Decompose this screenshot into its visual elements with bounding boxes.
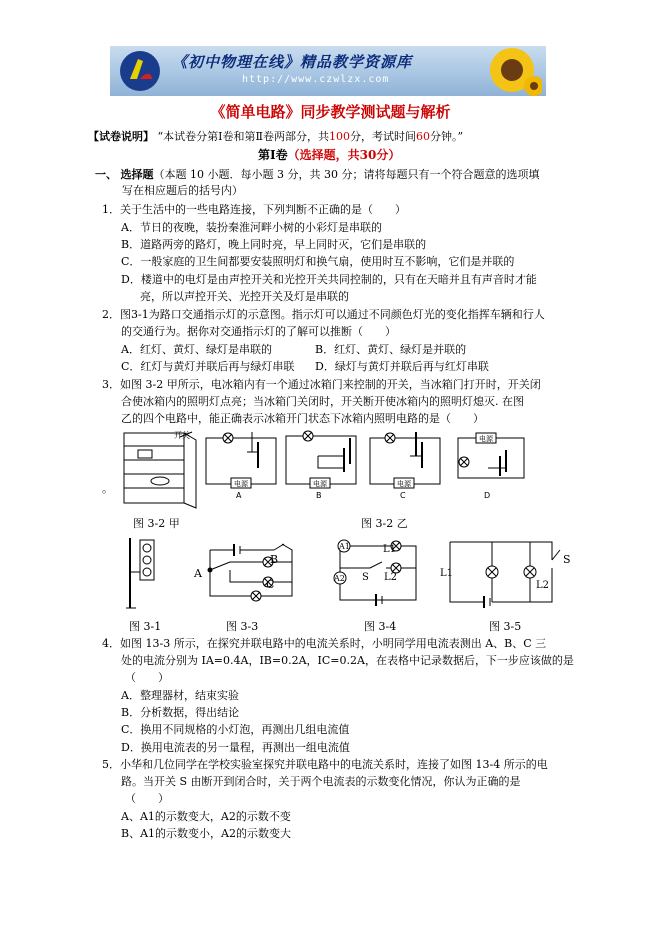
page-title: 《简单电路》同步教学测试题与解析 (210, 103, 451, 121)
fig34-label-a2: A2 (334, 574, 345, 583)
fig33-label-a: A (194, 567, 202, 580)
caption-3-1: 图 3-1 (129, 620, 162, 633)
fig34-label-l1: L1 (383, 544, 397, 555)
section-desc-2: 写在相应题后的括号内） (122, 184, 243, 197)
figure-3-3 (192, 532, 302, 612)
option-label-a: A (236, 491, 242, 500)
fig34-label-s: S (362, 572, 369, 583)
green-light-icon (143, 568, 151, 576)
exam-note (88, 129, 463, 144)
q3-dot: 。 (102, 482, 113, 495)
q2-stem-2: 的交通行为。据你对交通指示灯的了解可以推断（ ） (121, 325, 396, 338)
fig34-label-l2: L2 (384, 572, 398, 583)
exam-time: 60 (415, 130, 430, 143)
q2-option-b: B．红灯、黄灯、绿灯是并联的 (315, 343, 467, 356)
option-label-b: B (316, 491, 322, 500)
part-paren: （选择题，共30分） (287, 148, 401, 162)
part-label: 第Ⅰ卷 (258, 148, 288, 162)
figure-3-1-traffic-light (122, 532, 162, 612)
q5-option-a: A、A1的示数变大，A2的示数不变 (121, 810, 291, 823)
q2-option-c: C．红灯与黄灯并联后再与绿灯串联 (121, 360, 295, 373)
q1-option-d-1: D．楼道中的电灯是由声控开关和光控开关共同控制的，只有在天暗并且有声音时才能 (121, 273, 537, 286)
banner-title: 《初中物理在线》精品教学资源库 (172, 53, 413, 71)
caption-3-2-b: 图 3-2 乙 (361, 517, 408, 530)
q2-option-d: D．绿灯与黄灯并联后再与红灯串联 (315, 360, 489, 373)
q4-option-d: D．换用电流表的另一量程，再测出一组电流值 (121, 741, 350, 754)
fig34-label-a1: A1 (339, 542, 350, 551)
q4-option-a: A．整理器材，结束实验 (121, 689, 239, 702)
q3-stem-1: 3．如图 3-2 甲所示，电冰箱内有一个通过冰箱门来控制的开关，当冰箱门打开时，开关闭 (102, 378, 541, 391)
figure-3-5 (440, 532, 570, 614)
fridge-diagram (124, 432, 196, 508)
part-heading (258, 148, 400, 163)
q4-stem-1: 4．如图 13-3 所示，在探究并联电路中的电流关系时，小明同学用电流表测出 A、B、C 三 (102, 637, 547, 650)
q1-stem: 1．关于生活中的一些电路连接，下列判断不正确的是（ ） (102, 203, 406, 216)
q5-option-b: B、A1的示数变小，A2的示数变大 (121, 827, 291, 840)
q2-option-a: A．红灯、黄灯、绿灯是串联的 (121, 343, 272, 356)
site-logo-icon (118, 49, 162, 93)
yellow-light-icon (143, 556, 151, 564)
section-heading (95, 167, 539, 182)
fig33-label-b: B (270, 553, 279, 566)
q4-stem-2: 处的电流分别为 IA=0.4A，IB=0.2A，IC=0.2A，在表格中记录数据后，下一步应该做的是 (121, 654, 574, 667)
caption-3-5: 图 3-5 (489, 620, 522, 633)
q5-stem-1: 5．小华和几位同学在学校实验室探究并联电路中的电流关系时，连接了如图 13-4 所示的电 (102, 758, 548, 771)
header-banner (110, 46, 546, 96)
section-name: 选择题 (120, 168, 154, 181)
fig35-label-l1: L1 (440, 568, 454, 579)
sunflower-icon (472, 46, 542, 96)
red-light-icon (143, 544, 151, 552)
fig33-label-c: C (266, 578, 275, 591)
q1-option-b: B．道路两旁的路灯，晚上同时亮，早上同时灭，它们是串联的 (121, 238, 427, 251)
power-label-b: 电源 (313, 480, 327, 488)
option-label-d: D (484, 491, 491, 500)
q5-stem-2: 路。当开关 S 由断开到闭合时，关于两个电流表的示数变化情况，你认为正确的是 (121, 775, 521, 788)
q5-stem-3: （ ） (125, 792, 169, 805)
exam-score: 100 (328, 130, 350, 143)
q3-stem-2: 合使冰箱内的照明灯点亮；当冰箱门关闭时，开关断开使冰箱内的照明灯熄灭. 在图 (121, 395, 524, 408)
exam-note-label: 【试卷说明】 (88, 130, 154, 143)
power-label-a: 电源 (234, 480, 248, 488)
power-label-c: 电源 (397, 480, 411, 488)
fig35-label-s: S (563, 553, 571, 566)
banner-url: http://www.czwlzx.com (242, 74, 390, 85)
fridge-switch-label: 开关 (174, 431, 190, 440)
caption-3-3: 图 3-3 (226, 620, 259, 633)
caption-3-4: 图 3-4 (364, 620, 397, 633)
exam-note-text-a: “本试卷分第Ⅰ卷和第Ⅱ卷两部分，共 (157, 130, 329, 143)
q1-option-d-2: 亮，所以声控开关、光控开关及灯是串联的 (140, 290, 349, 303)
fig35-label-l2: L2 (536, 580, 550, 591)
q4-option-c: C．换用不同规格的小灯泡，再测出几组电流值 (121, 723, 350, 736)
q1-option-a: A．节日的夜晚，装扮秦淮河畔小树的小彩灯是串联的 (121, 221, 382, 234)
q3-stem-3: 乙的四个电路中，能正确表示冰箱开门状态下冰箱内照明电路的是（ ） (121, 412, 484, 425)
option-label-c: C (400, 491, 406, 500)
q4-stem-3: （ ） (125, 671, 169, 684)
q2-stem-1: 2．图3-1为路口交通指示灯的示意图。指示灯可以通过不同颜色灯光的变化指挥车辆和行人 (102, 308, 545, 321)
exam-note-text-b: 分，考试时间 (349, 130, 416, 143)
figure-3-2 (112, 428, 532, 510)
caption-3-2-a: 图 3-2 甲 (133, 517, 180, 530)
q1-option-c: C．一般家庭的卫生间都要安装照明灯和换气扇，使用时互不影响，它们是并联的 (121, 255, 515, 268)
exam-note-text-c: 分钟。” (429, 130, 464, 143)
power-label-d: 电源 (479, 435, 493, 443)
q4-option-b: B．分析数据，得出结论 (121, 706, 240, 719)
section-num: 一、 (95, 168, 117, 181)
section-desc-1: （本题 10 小题．每小题 3 分，共 30 分；请将每题只有一个符合题意的选项填 (153, 168, 540, 181)
